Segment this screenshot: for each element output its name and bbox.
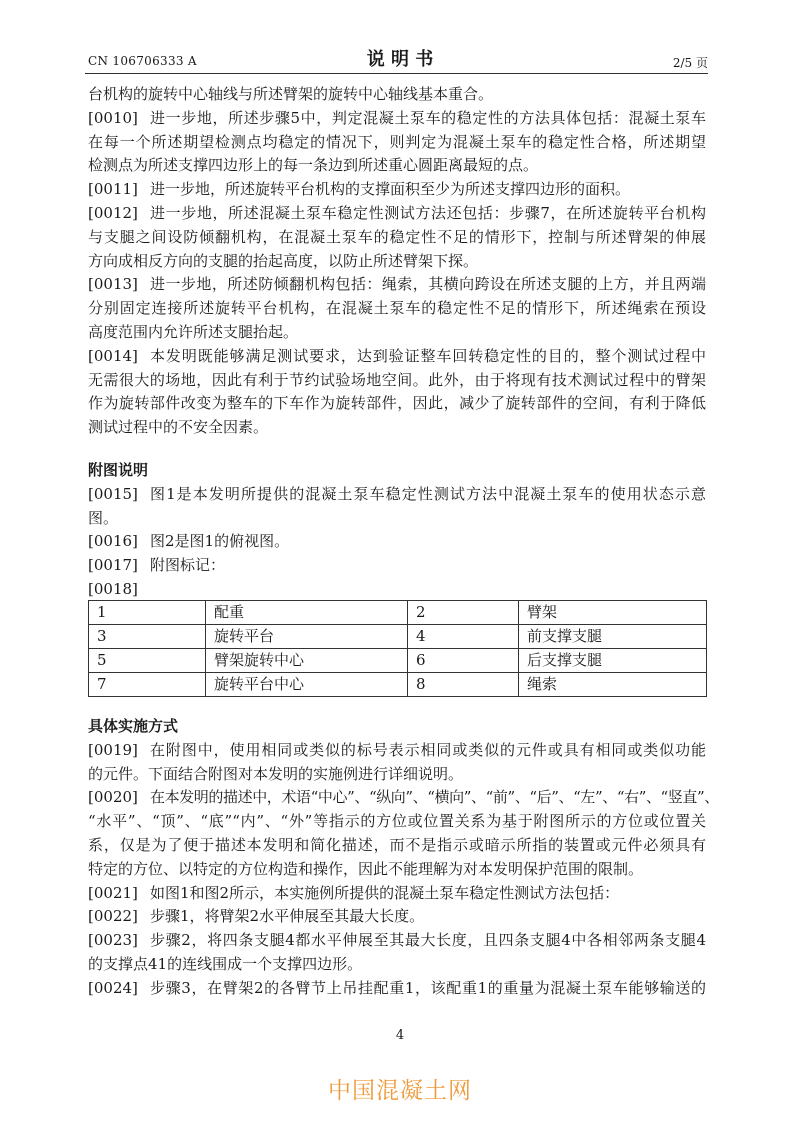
para-0011-line-1: [88, 178, 706, 202]
ref-number: 7: [89, 673, 206, 697]
para-0015-number: [0015]: [88, 484, 138, 503]
para-0010-number: [0010]: [88, 108, 138, 127]
ref-name: 配重: [206, 601, 408, 625]
table-row: [89, 649, 707, 673]
para-0023-line-1: [88, 929, 706, 953]
para-0013-text: 进一步地，所述防倾翻机构包括：绳索，其横向跨设在所述支腿的上方，并且两端: [150, 275, 706, 294]
para-0013-line-1: [88, 273, 706, 297]
para-0020-line-3: 系，仅是为了便于描述本发明和简化描述，而不是指示或暗示所指的装置或元件必须具有: [88, 835, 706, 854]
para-0010-line-1: [88, 107, 706, 131]
para-0021-number: [0021]: [88, 883, 138, 902]
para-0014-line-1: [88, 345, 706, 369]
para-0016-text: 图2是图1的俯视图。: [150, 532, 290, 551]
para-0019-number: [0019]: [88, 740, 138, 759]
ref-name: 臂架旋转中心: [206, 649, 408, 673]
para-0015-line-1: [88, 483, 706, 507]
para-0020-line-2: “水平”、“顶”、“底”“内”、“外”等指示的方位或位置关系为基于附图所示的方位或位置关: [88, 812, 706, 831]
table-row: [89, 601, 707, 625]
ref-name: 旋转平台: [206, 625, 408, 649]
para-0013-number: [0013]: [88, 275, 138, 294]
para-0022-line-1: [88, 905, 706, 929]
para-0024-text: 步骤3，在臂架2的各臂节上吊挂配重1，该配重1的重量为混凝土泵车能够输送的: [150, 978, 706, 997]
body-section-1: [88, 83, 706, 440]
para-0019-text: 在附图中，使用相同或类似的标号表示相同或类似的元件或具有相同或类似功能: [150, 740, 706, 759]
ref-number: 8: [408, 673, 519, 697]
para-0020-number: [0020]: [88, 788, 138, 807]
para-0014-line-2: 无需很大的场地，因此有利于节约试验场地空间。此外，由于将现有技术测试过程中的臂架: [88, 370, 706, 389]
header-divider: [85, 73, 708, 74]
para-0021-text: 如图1和图2所示，本实施例所提供的混凝土泵车稳定性测试方法包括：: [150, 883, 620, 902]
para-0010-line-2: 在每一个所述期望检测点均稳定的情况下，则判定为混凝土泵车的稳定性合格，所述期望: [88, 132, 706, 151]
para-0017-text: 附图标记：: [150, 556, 226, 575]
para-0022-text: 步骤1，将臂架2水平伸展至其最大长度。: [150, 907, 425, 926]
para-0012-text: 进一步地，所述混凝土泵车稳定性测试方法还包括：步骤7，在所述旋转平台机构: [150, 203, 706, 222]
para-0017-line-1: [88, 554, 706, 578]
page-count: 2/5 页: [672, 56, 708, 70]
ref-name: 前支撑支腿: [519, 625, 707, 649]
para-0018-number: [0018]: [88, 579, 138, 598]
para-0010-text: 进一步地，所述步骤5中，判定混凝土泵车的稳定性的方法具体包括：混凝土泵车: [150, 108, 706, 127]
document-number: CN 106706333 A: [88, 54, 197, 68]
ref-number: 6: [408, 649, 519, 673]
ref-number: 3: [89, 625, 206, 649]
table-row: [89, 625, 707, 649]
para-0017-number: [0017]: [88, 556, 138, 575]
para-0019-line-2: 的元件。下面结合附图对本发明的实施例进行详细说明。: [88, 764, 464, 783]
ref-name: 旋转平台中心: [206, 673, 408, 697]
para-0014-text: 本发明既能够满足测试要求，达到验证整车回转稳定性的目的，整个测试过程中: [150, 346, 706, 365]
ref-number: 5: [89, 649, 206, 673]
site-watermark: 中国混凝土网: [328, 1078, 472, 1104]
body-section-3: [88, 715, 719, 1001]
para-0020-text: 在本发明的描述中，术语“中心”、“纵向”、“横向”、“前”、“后”、“左”、“右”、“竖直”、: [150, 788, 719, 807]
ref-number: 1: [89, 601, 206, 625]
para-0023-text: 步骤2，将四条支腿4都水平伸展至其最大长度，且四条支腿4中各相邻两条支腿4: [150, 931, 706, 950]
para-0019-line-1: [88, 739, 706, 763]
para-0013-line-2: 分别固定连接所述旋转平台机构，在混凝土泵车的稳定性不足的情形下，所述绳索在预设: [88, 299, 706, 318]
para-0013-line-3: 高度范围内允许所述支腿抬起。: [88, 322, 299, 341]
para-0024-line-1: [88, 977, 706, 1001]
para-0012-line-1: [88, 202, 706, 226]
ref-number: 4: [408, 625, 519, 649]
para-0012-line-2: 与支腿之间设防倾翻机构，在混凝土泵车的稳定性不足的情形下，控制与所述臂架的伸展: [88, 227, 706, 246]
para-0011-text: 进一步地，所述旋转平台机构的支撑面积至少为所述支撑四边形的面积。: [150, 180, 631, 199]
para-0015-text: 图1是本发明所提供的混凝土泵车稳定性测试方法中混凝土泵车的使用状态示意: [150, 484, 706, 503]
para-0021-line-1: [88, 882, 706, 906]
body-section-2: [88, 459, 706, 602]
para-0014-line-3: 作为旋转部件改变为整车的下车作为旋转部件，因此，减少了旋转部件的空间，有利于降低: [88, 394, 706, 413]
para-0014-line-4: 测试过程中的不安全因素。: [88, 418, 269, 437]
section-heading-embodiments: 具体实施方式: [88, 717, 179, 735]
ref-name: 后支撑支腿: [519, 649, 707, 673]
para-0012-line-3: 方向成相反方向的支腿的抬起高度，以防止所述臂架下探。: [88, 251, 479, 270]
ref-name: 臂架: [519, 601, 707, 625]
para-0016-line-1: [88, 530, 706, 554]
para-0022-number: [0022]: [88, 907, 138, 926]
para-0023-number: [0023]: [88, 931, 138, 950]
para-0010-line-3: 检测点为所述支撑四边形上的每一条边到所述重心圆距离最短的点。: [88, 156, 539, 175]
para-0011-number: [0011]: [88, 180, 138, 199]
table-row: [89, 673, 707, 697]
para-0020-line-1: [88, 786, 719, 810]
para-0018-line-1: [88, 578, 706, 602]
ref-name: 绳索: [519, 673, 707, 697]
para-0015-line-2: 图。: [88, 508, 119, 527]
para-0023-line-2: 的支撑点41的连线围成一个支撑四边形。: [88, 954, 363, 973]
para-0012-number: [0012]: [88, 203, 138, 222]
para-0020-line-4: 特定的方位、以特定的方位构造和操作，因此不能理解为对本发明保护范围的限制。: [88, 859, 644, 878]
para-0016-number: [0016]: [88, 532, 138, 551]
para-0024-number: [0024]: [88, 978, 138, 997]
reference-sign-table: [88, 600, 707, 697]
section-heading-drawings: 附图说明: [88, 461, 149, 479]
page-number: 4: [395, 1028, 405, 1043]
ref-number: 2: [408, 601, 519, 625]
continuation-line: 台机构的旋转中心轴线与所述臂架的旋转中心轴线基本重合。: [88, 85, 494, 103]
page-title: 说 明 书: [366, 49, 434, 70]
para-0014-number: [0014]: [88, 346, 138, 365]
